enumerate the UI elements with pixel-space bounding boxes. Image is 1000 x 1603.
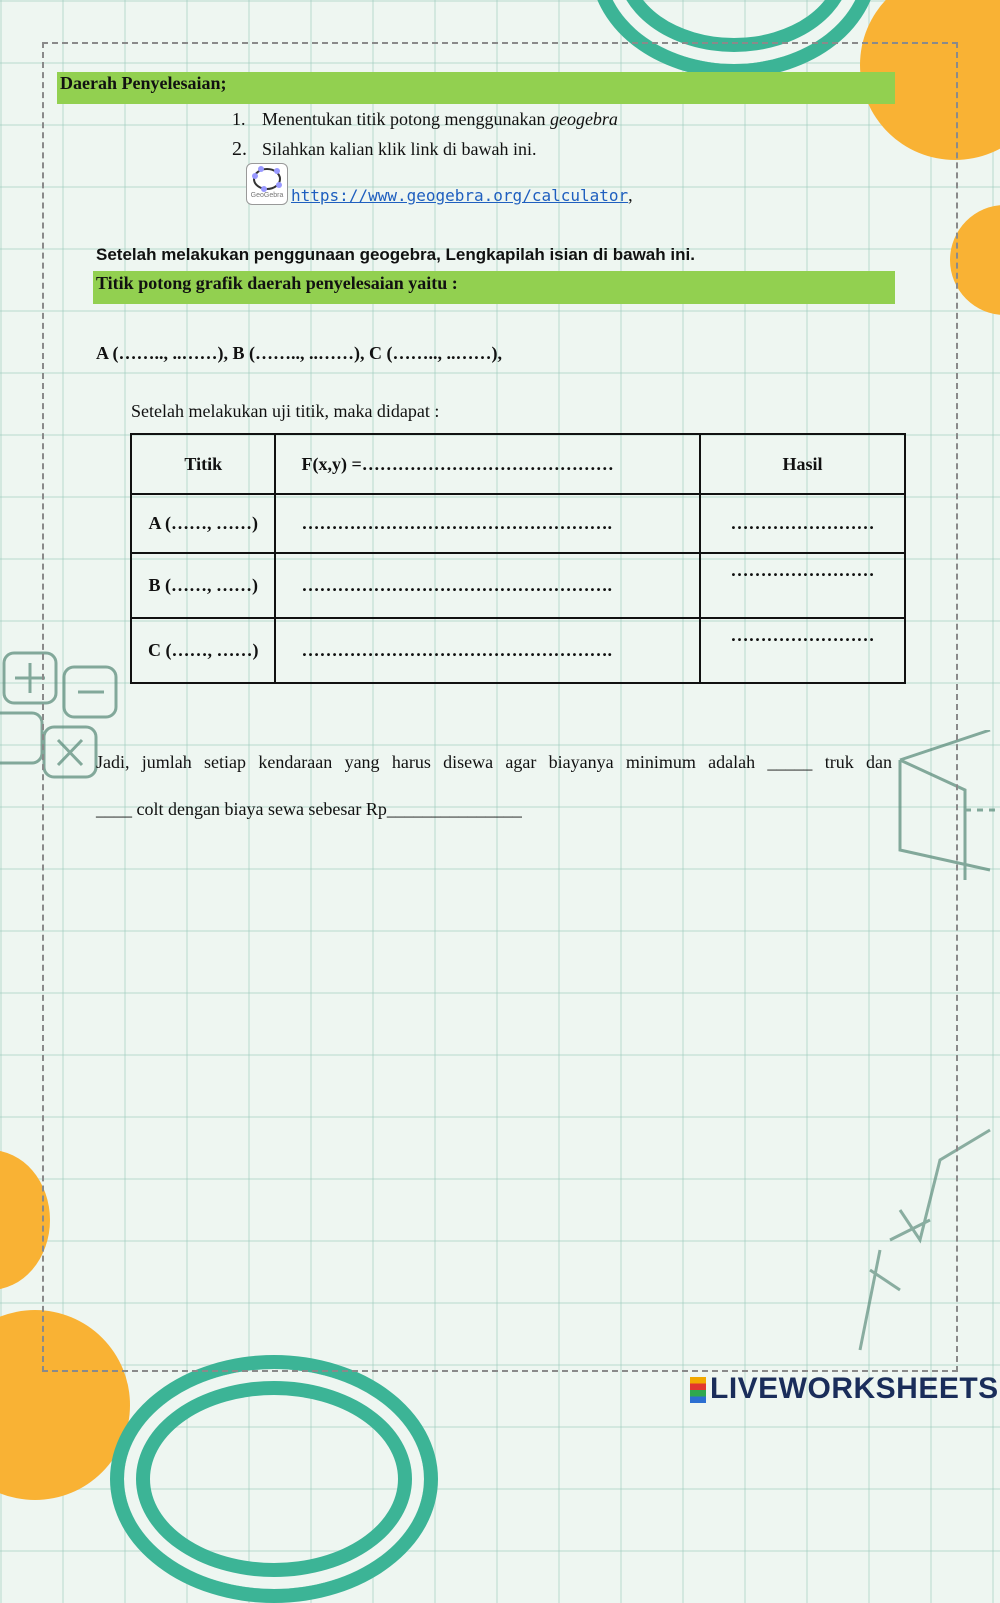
deco-teal-arcs-bottom (110, 1355, 438, 1603)
geogebra-ellipse-icon (247, 164, 287, 194)
row-c-fxy[interactable]: ……………………………………………. (275, 618, 700, 683)
liveworksheets-logo (690, 1372, 999, 1406)
row-a-fxy[interactable]: ……………………………………………. (275, 494, 700, 553)
geogebra-icon-label: GeoGebra (250, 192, 284, 199)
row-b-hasil[interactable]: …………………… (700, 553, 905, 618)
row-a-titik[interactable]: A (……, ……) (131, 494, 275, 553)
section-title: Daerah Penyelesaian; (60, 73, 227, 93)
row-a-hasil[interactable]: …………………… (700, 494, 905, 553)
uji-intro: Setelah melakukan uji titik, maka didapat : (131, 401, 440, 421)
geogebra-link-line (291, 185, 633, 206)
table-row (131, 553, 905, 618)
row-c-titik[interactable]: C (……, ……) (131, 618, 275, 683)
conclusion-line-2: ____ colt dengan biaya sewa sebesar Rp_______________ (96, 799, 522, 819)
step-1-text: Menentukan titik potong menggunakan geogebra (262, 109, 618, 129)
liveworksheets-mark-icon (690, 1377, 706, 1403)
points-line: A (…….., ..……), B (…….., ..……), C (…….., ..……), (96, 343, 502, 363)
table-header-row (131, 434, 905, 494)
header-titik: Titik (131, 434, 275, 494)
conclusion-line-1: Jadi, jumlah setiap kendaraan yang harus disewa agar biayanya minimum adalah _____ truk dan (96, 752, 892, 772)
liveworksheets-text: LIVEWORKSHEETS (710, 1372, 999, 1405)
step-1-number: 1. (232, 109, 246, 129)
points-heading: Titik potong grafik daerah penyelesaian yaitu : (96, 273, 458, 293)
header-fxy: F(x,y) =…………………………………… (275, 434, 700, 494)
page-border (42, 42, 958, 1372)
row-b-titik[interactable]: B (……, ……) (131, 553, 275, 618)
header-hasil: Hasil (700, 434, 905, 494)
geogebra-icon[interactable] (246, 163, 288, 205)
link-suffix: , (628, 185, 633, 205)
table-row (131, 494, 905, 553)
instruction-text: Setelah melakukan penggunaan geogebra, Lengkapilah isian di bawah ini. (96, 245, 695, 264)
uji-titik-table (130, 433, 906, 684)
step-2-number: 2. (232, 138, 247, 160)
row-c-hasil[interactable]: …………………… (700, 618, 905, 683)
geogebra-link[interactable]: https://www.geogebra.org/calculator (291, 186, 629, 205)
table-row (131, 618, 905, 683)
row-b-fxy[interactable]: ……………………………………………. (275, 553, 700, 618)
step-1-italic: geogebra (549, 109, 618, 129)
step-2-text: Silahkan kalian klik link di bawah ini. (262, 139, 537, 159)
